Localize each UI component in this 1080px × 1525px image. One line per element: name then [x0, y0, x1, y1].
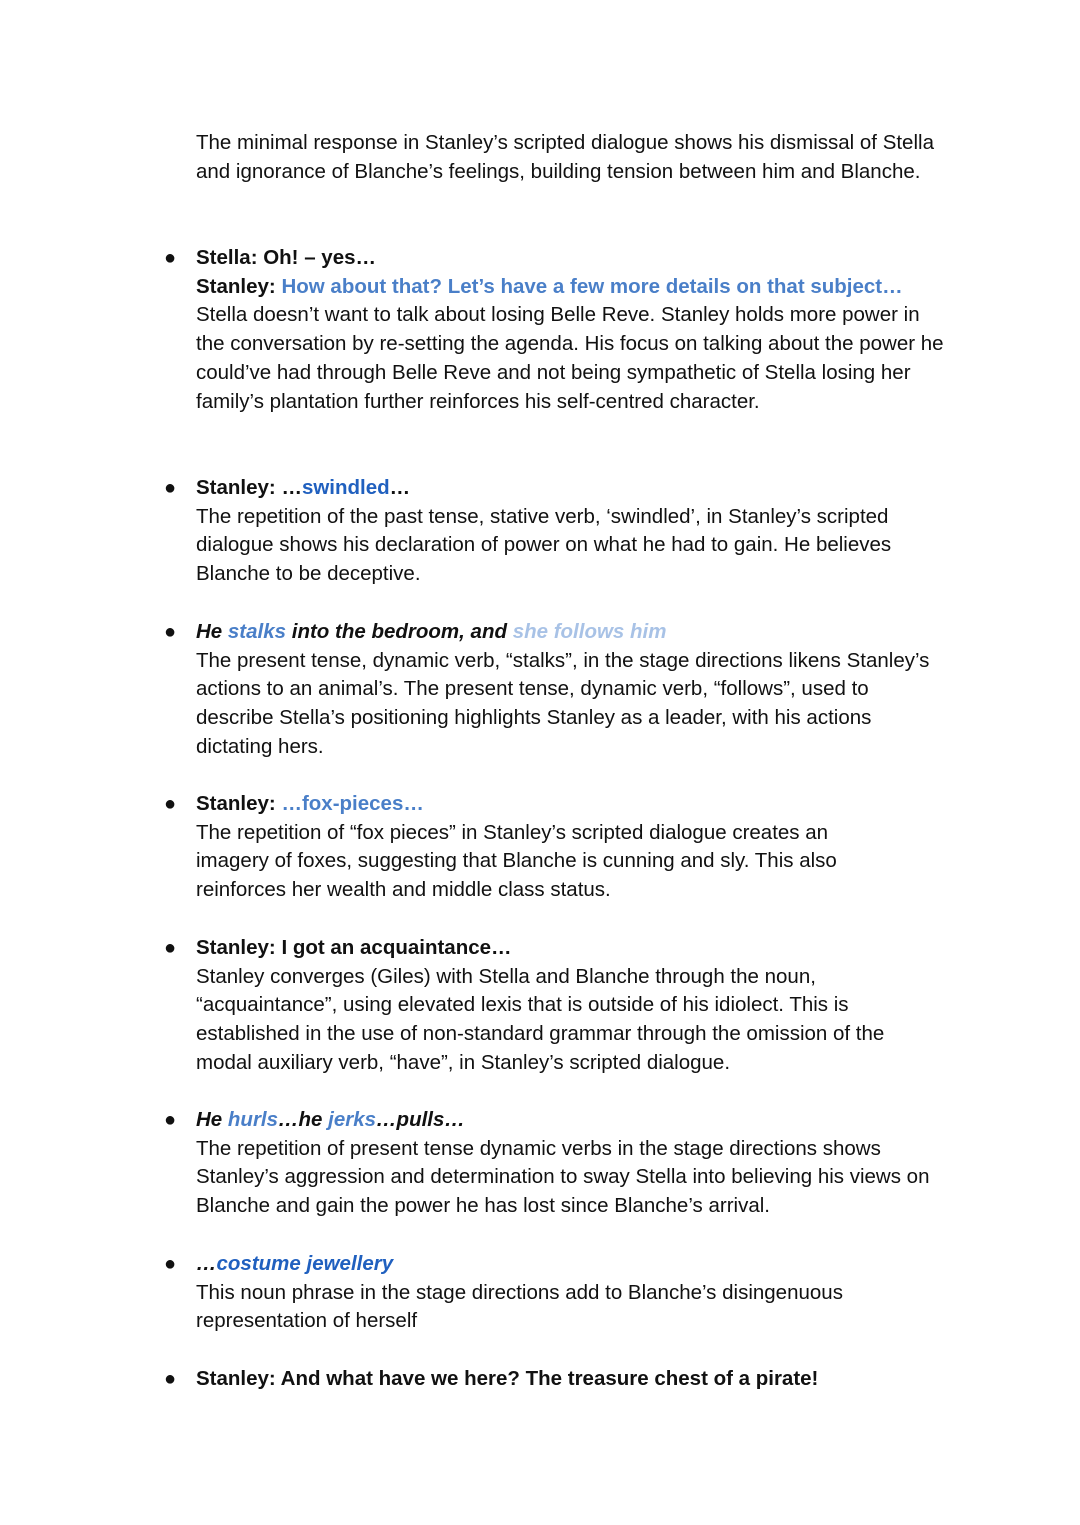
analysis-item — [164, 474, 964, 589]
quote-line: Stanley: I got an acquaintance… — [196, 936, 512, 959]
analysis-item — [164, 1106, 964, 1221]
quote-line — [196, 618, 964, 647]
quote-text: … — [196, 1252, 217, 1275]
quote-text: He — [196, 1108, 228, 1131]
quote-line — [196, 1106, 964, 1135]
analysis-text: The repetition of the past tense, stative verb, ‘swindled’, in Stanley’s scripted dialogue shows his declaration of power on what he had to gain. He believes Blanche to be deceptive. — [196, 504, 892, 586]
quote-speaker: Stanley: — [196, 274, 282, 298]
bullet-icon: ● — [164, 1368, 177, 1390]
analysis-text: Stanley converges (Giles) with Stella and Blanche through the noun, “acquaintance”, using elevated lexis that is outside of his idiolect. This is established in the use of non-standard grammar through the omission of the modal auxiliary verb, “have”, in Stanley’s scripted dialogue. — [196, 964, 885, 1074]
quote-highlight: she follows him — [512, 620, 667, 643]
quote-text: into the bedroom, and — [286, 620, 513, 643]
quote-text: Stanley: — [196, 792, 282, 815]
quote-highlight: How about that? Let’s have a few more details on that subject… — [281, 274, 903, 298]
bullet-icon: ● — [164, 477, 177, 499]
quote-text: Stanley: … — [196, 476, 302, 499]
quote-text: He — [196, 620, 228, 643]
analysis-item — [164, 618, 964, 762]
bullet-icon: ● — [164, 1253, 177, 1275]
analysis-item — [164, 934, 964, 1078]
quote-highlight: hurls — [227, 1108, 279, 1131]
intro-paragraph: The minimal response in Stanley’s scripted dialogue shows his dismissal of Stella and ignorance of Blanche’s feelings, building tension between him and Blanche. — [196, 131, 934, 183]
quote-highlight: jerks — [328, 1108, 377, 1131]
analysis-item — [164, 1365, 964, 1394]
quote-highlight: costume jewellery — [216, 1252, 394, 1275]
bullet-icon: ● — [164, 937, 177, 959]
bullet-icon: ● — [164, 621, 177, 643]
quote-line — [196, 474, 964, 503]
analysis-item — [164, 1250, 964, 1336]
quote-line — [196, 273, 964, 302]
analysis-text: This noun phrase in the stage directions add to Blanche’s disingenuous representation of herself — [196, 1280, 843, 1333]
quote-highlight: …fox-pieces… — [281, 792, 424, 815]
quote-text: …pulls… — [376, 1108, 465, 1131]
analysis-text: The repetition of “fox pieces” in Stanley’s scripted dialogue creates an imagery of foxes, suggesting that Blanche is cunning and sly. This also reinforces her wealth and middle class status. — [196, 820, 837, 902]
quote-line — [196, 790, 964, 819]
quote-text: …he — [278, 1108, 329, 1131]
quote-text: … — [389, 476, 411, 499]
bullet-icon: ● — [164, 1109, 177, 1131]
quote-highlight: stalks — [227, 620, 287, 643]
bullet-icon: ● — [164, 247, 177, 269]
analysis-text: The present tense, dynamic verb, “stalks”, in the stage directions likens Stanley’s actions to an animal’s. The present tense, dynamic verb, “follows”, used to describe Stella’s positioning highlights Stanley as a leader, with his actions dictating hers. — [196, 648, 930, 758]
quote-line: Stella: Oh! – yes… — [196, 246, 377, 269]
analysis-item — [164, 244, 964, 416]
quote-line — [196, 1250, 964, 1279]
bullet-icon: ● — [164, 793, 177, 815]
quote-line: Stanley: And what have we here? The treasure chest of a pirate! — [196, 1367, 819, 1390]
analysis-text: Stella doesn’t want to talk about losing Belle Reve. Stanley holds more power in the conversation by re-setting the agenda. His focus on talking about the power he could’ve had through Belle Reve and not being sympathetic of Stella losing her family’s plantation further reinforces his self-centred character. — [196, 303, 944, 413]
quote-highlight: swindled — [301, 476, 390, 499]
analysis-item — [164, 790, 964, 905]
analysis-text: The repetition of present tense dynamic verbs in the stage directions shows Stanley’s aggression and determination to sway Stella into believing his views on Blanche and gain the power he has lost since Blanche’s arrival. — [196, 1136, 930, 1218]
